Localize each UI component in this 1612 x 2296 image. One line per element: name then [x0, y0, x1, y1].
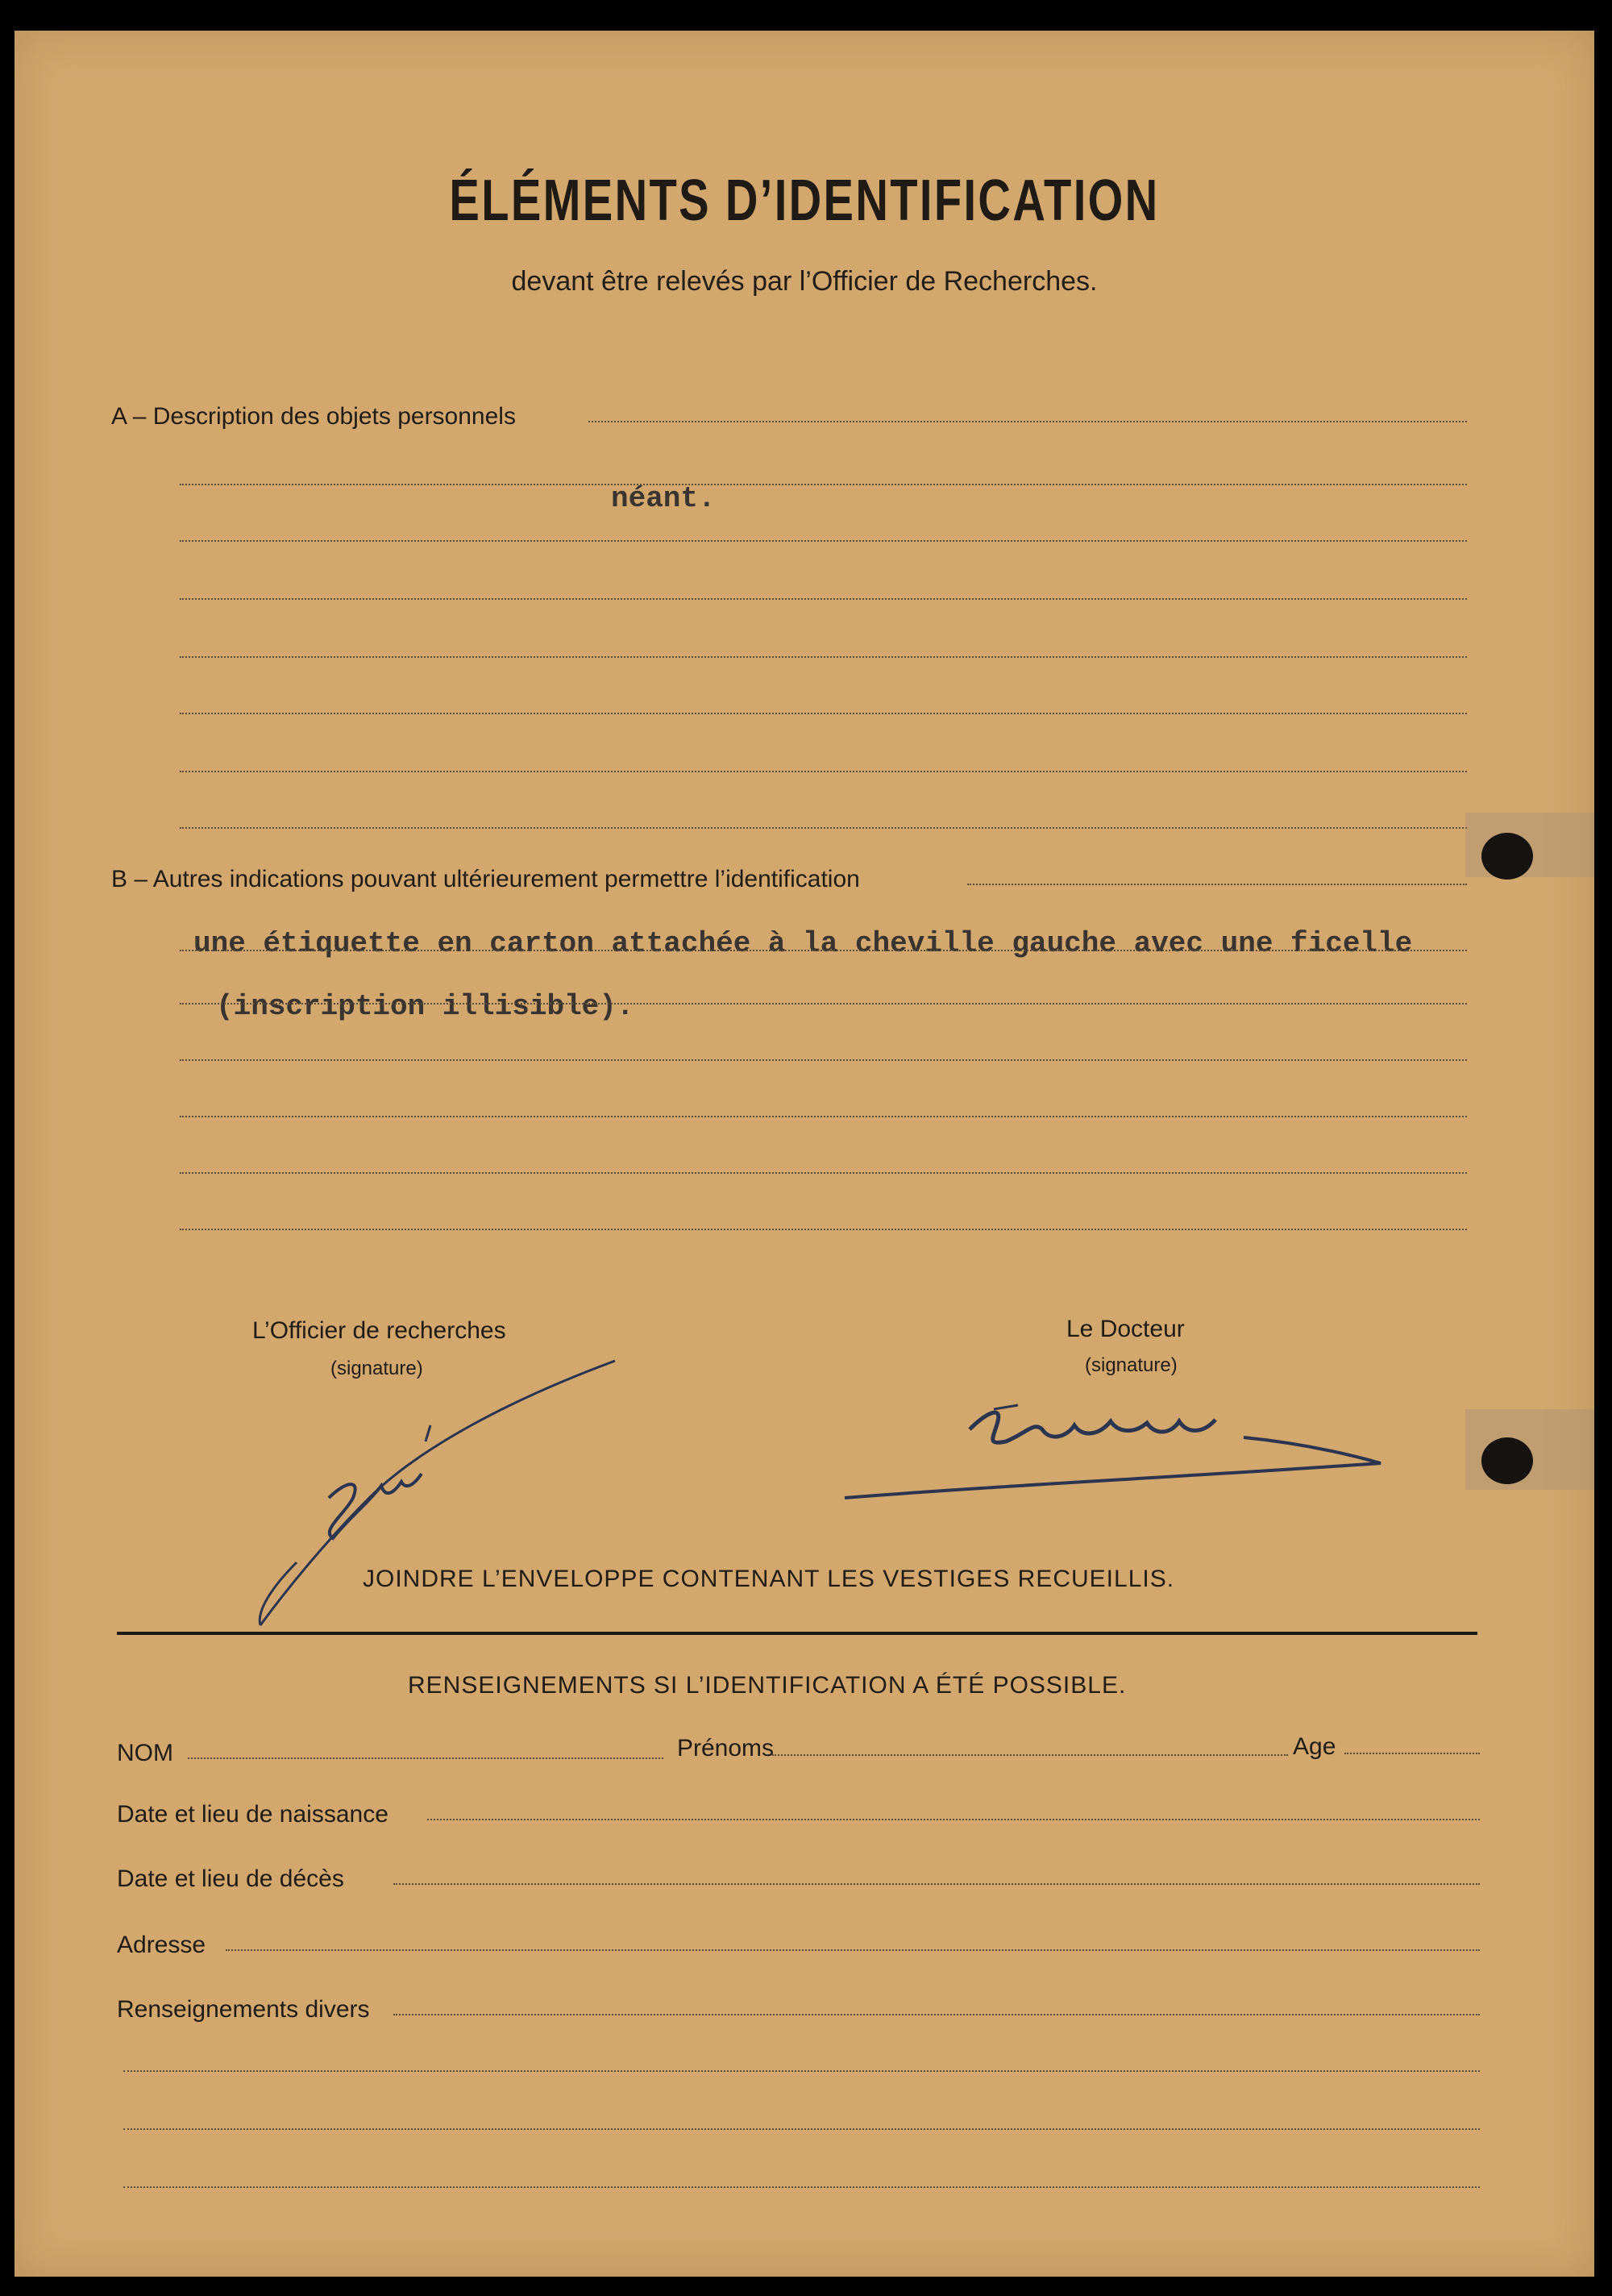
doctor-handwritten-signature	[833, 1365, 1397, 1510]
section-a-line	[588, 421, 1467, 422]
section-a-line	[180, 713, 1467, 714]
officer-handwritten-signature	[240, 1345, 643, 1651]
section-a-line	[180, 598, 1467, 600]
doctor-signature-note: (signature)	[1085, 1354, 1178, 1376]
form-sheet	[15, 31, 1594, 2277]
punch-hole	[1481, 1437, 1533, 1484]
section-b-typed-line-2: (inscription illisible).	[216, 990, 634, 1023]
section-b-line	[180, 1116, 1467, 1117]
officer-signature-note: (signature)	[330, 1358, 423, 1379]
form-subtitle: devant être relevés par l’Officier de Recherches.	[511, 266, 1098, 297]
officer-signature-title: L’Officier de recherches	[252, 1317, 506, 1344]
section-divider	[117, 1632, 1477, 1635]
nom-line	[188, 1757, 663, 1759]
section-b-line	[180, 950, 1467, 951]
prenoms-label: Prénoms	[677, 1735, 775, 1762]
section-a-line	[180, 484, 1467, 485]
naissance-line	[427, 1819, 1480, 1820]
divers-line	[123, 2070, 1480, 2072]
section-b-line	[180, 1059, 1467, 1061]
divers-label: Renseignements divers	[117, 1996, 370, 2023]
section-a-line	[180, 540, 1467, 542]
section-a-typed-text: néant.	[611, 482, 716, 515]
section-b-line	[180, 1172, 1467, 1174]
divers-line	[393, 2014, 1480, 2015]
section-b-label: B – Autres indications pouvant ultérieurement permettre l’identification	[111, 866, 860, 892]
section-a-line	[180, 827, 1467, 829]
section-b-typed-line-1: une étiquette en carton attachée à la cheville gauche avec une ficelle	[193, 927, 1413, 960]
section-b-line	[180, 1003, 1467, 1004]
nom-label: NOM	[117, 1740, 173, 1766]
naissance-label: Date et lieu de naissance	[117, 1801, 388, 1828]
form-title: ÉLÉMENTS D’IDENTIFICATION	[449, 168, 1160, 233]
age-line	[1344, 1753, 1480, 1754]
section-a-label: A – Description des objets personnels	[111, 403, 516, 430]
punch-hole	[1481, 833, 1533, 880]
divers-line	[123, 2186, 1480, 2188]
deces-label: Date et lieu de décès	[117, 1866, 344, 1892]
adresse-label: Adresse	[117, 1932, 206, 1958]
doctor-signature-title: Le Docteur	[1066, 1316, 1185, 1342]
section-b-line	[180, 1229, 1467, 1230]
divers-line	[123, 2128, 1480, 2130]
prenoms-line	[772, 1754, 1288, 1756]
section-a-line	[180, 771, 1467, 772]
adresse-line	[226, 1949, 1480, 1951]
envelope-instruction: JOINDRE L’ENVELOPPE CONTENANT LES VESTIGES RECUEILLIS.	[363, 1566, 1175, 1592]
identification-heading: RENSEIGNEMENTS SI L’IDENTIFICATION A ÉTÉ POSSIBLE.	[408, 1672, 1127, 1699]
section-b-line	[967, 884, 1467, 885]
section-a-line	[180, 656, 1467, 658]
deces-line	[393, 1883, 1480, 1885]
age-label: Age	[1293, 1733, 1336, 1760]
